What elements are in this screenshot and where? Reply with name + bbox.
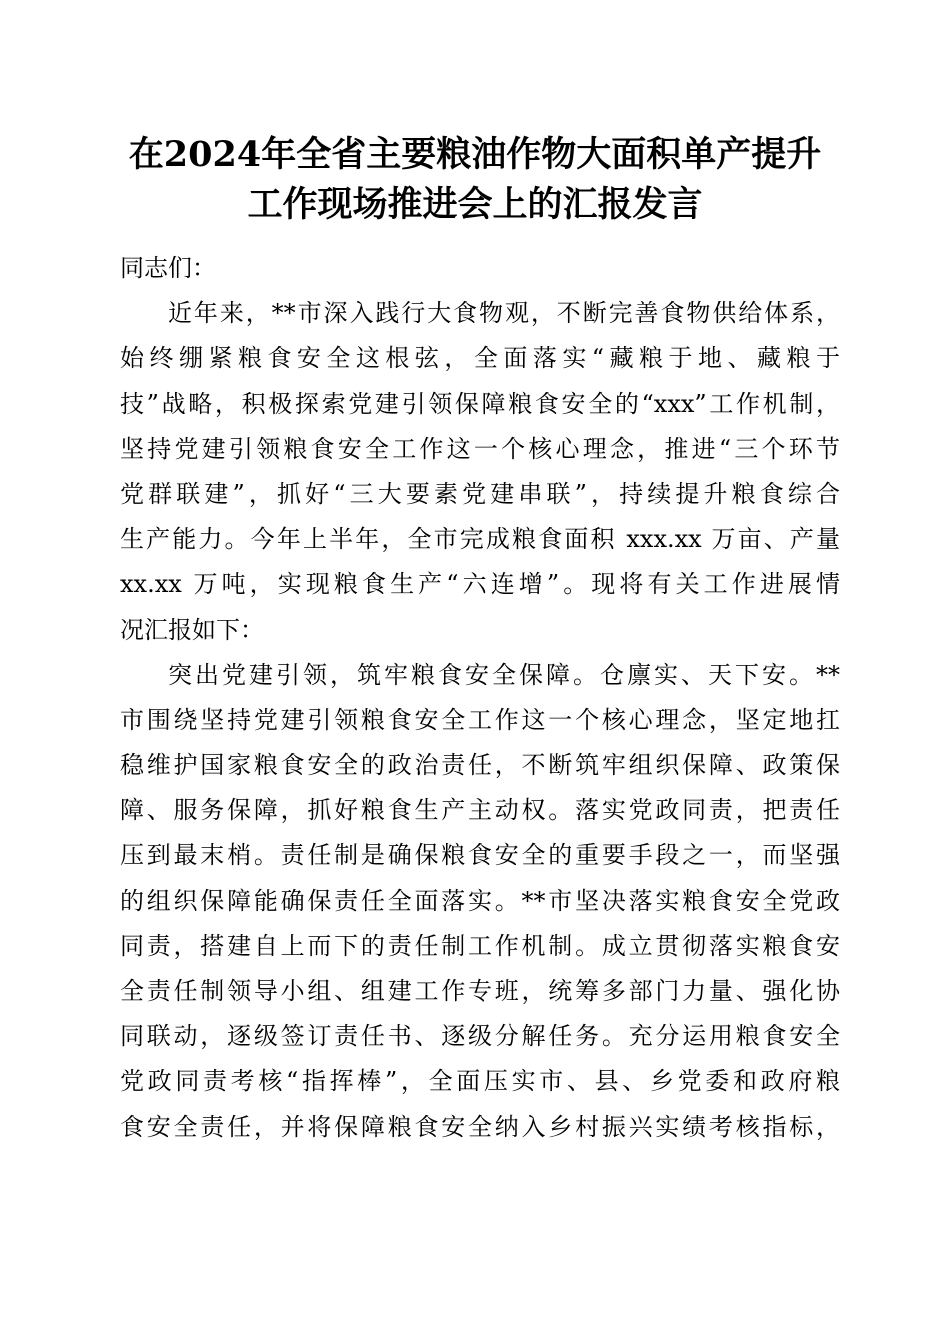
paragraph-1-line: 生产能力。今年上半年，全市完成粮食面积 xxx.xx 万亩、产量 xyxy=(120,525,840,554)
paragraph-2-line: 同责，搭建自上而下的责任制工作机制。成立贯彻落实粮食安 xyxy=(120,931,840,960)
paragraph-1-line: 党群联建”，抓好“三大要素党建串联”，持续提升粮食综合 xyxy=(120,479,840,508)
document-body xyxy=(120,246,840,1150)
paragraph-2-line: 突出党建引领，筑牢粮食安全保障。仓廪实、天下安。** xyxy=(168,660,840,689)
paragraph-2-line: 障、服务保障，抓好粮食生产主动权。落实党政同责，把责任 xyxy=(120,796,840,825)
paragraph-1-line: 始终绷紧粮食安全这根弦，全面落实“藏粮于地、藏粮于 xyxy=(120,344,840,373)
paragraph-1-line: 技”战略，积极探索党建引领保障粮食安全的“xxx”工作机制， xyxy=(120,389,840,418)
paragraph-2-line: 党政同责考核“指挥棒”，全面压实市、县、乡党委和政府粮 xyxy=(120,1067,840,1096)
paragraph-1-line: 坚持党建引领粮食安全工作这一个核心理念，推进“三个环节 xyxy=(120,434,840,463)
paragraph-2-line: 全责任制领导小组、组建工作专班，统筹多部门力量、强化协 xyxy=(120,977,840,1005)
paragraph-2-line: 压到最末梢。责任制是确保粮食安全的重要手段之一，而坚强 xyxy=(120,841,840,870)
paragraph-2-line: 的组织保障能确保责任全面落实。**市坚决落实粮食安全党政 xyxy=(120,886,840,915)
paragraph-1-line: xx.xx 万吨，实现粮食生产“六连增”。现将有关工作进展情 xyxy=(120,570,840,599)
paragraph-2-line: 食安全责任，并将保障粮食安全纳入乡村振兴实绩考核指标， xyxy=(120,1112,840,1141)
paragraph-1-line: 况汇报如下： xyxy=(120,615,264,644)
title-line-2: 工作现场推进会上的汇报发言 xyxy=(247,184,703,225)
paragraph-2-line: 同联动，逐级签订责任书、逐级分解任务。充分运用粮食安全 xyxy=(120,1022,840,1051)
title-line-1: 在2024年全省主要粮油作物大面积单产提升 xyxy=(128,134,822,175)
salutation: 同志们： xyxy=(120,254,216,282)
document-title xyxy=(60,130,890,230)
paragraph-2-line: 市围绕坚持党建引领粮食安全工作这一个核心理念，坚定地扛 xyxy=(120,705,840,734)
paragraph-1 xyxy=(120,291,840,653)
paragraph-2-line: 稳维护国家粮食安全的政治责任，不断筑牢组织保障、政策保 xyxy=(120,751,840,780)
paragraph-2 xyxy=(120,653,840,1150)
paragraph-1-line: 近年来，**市深入践行大食物观，不断完善食物供给体系， xyxy=(168,299,840,328)
